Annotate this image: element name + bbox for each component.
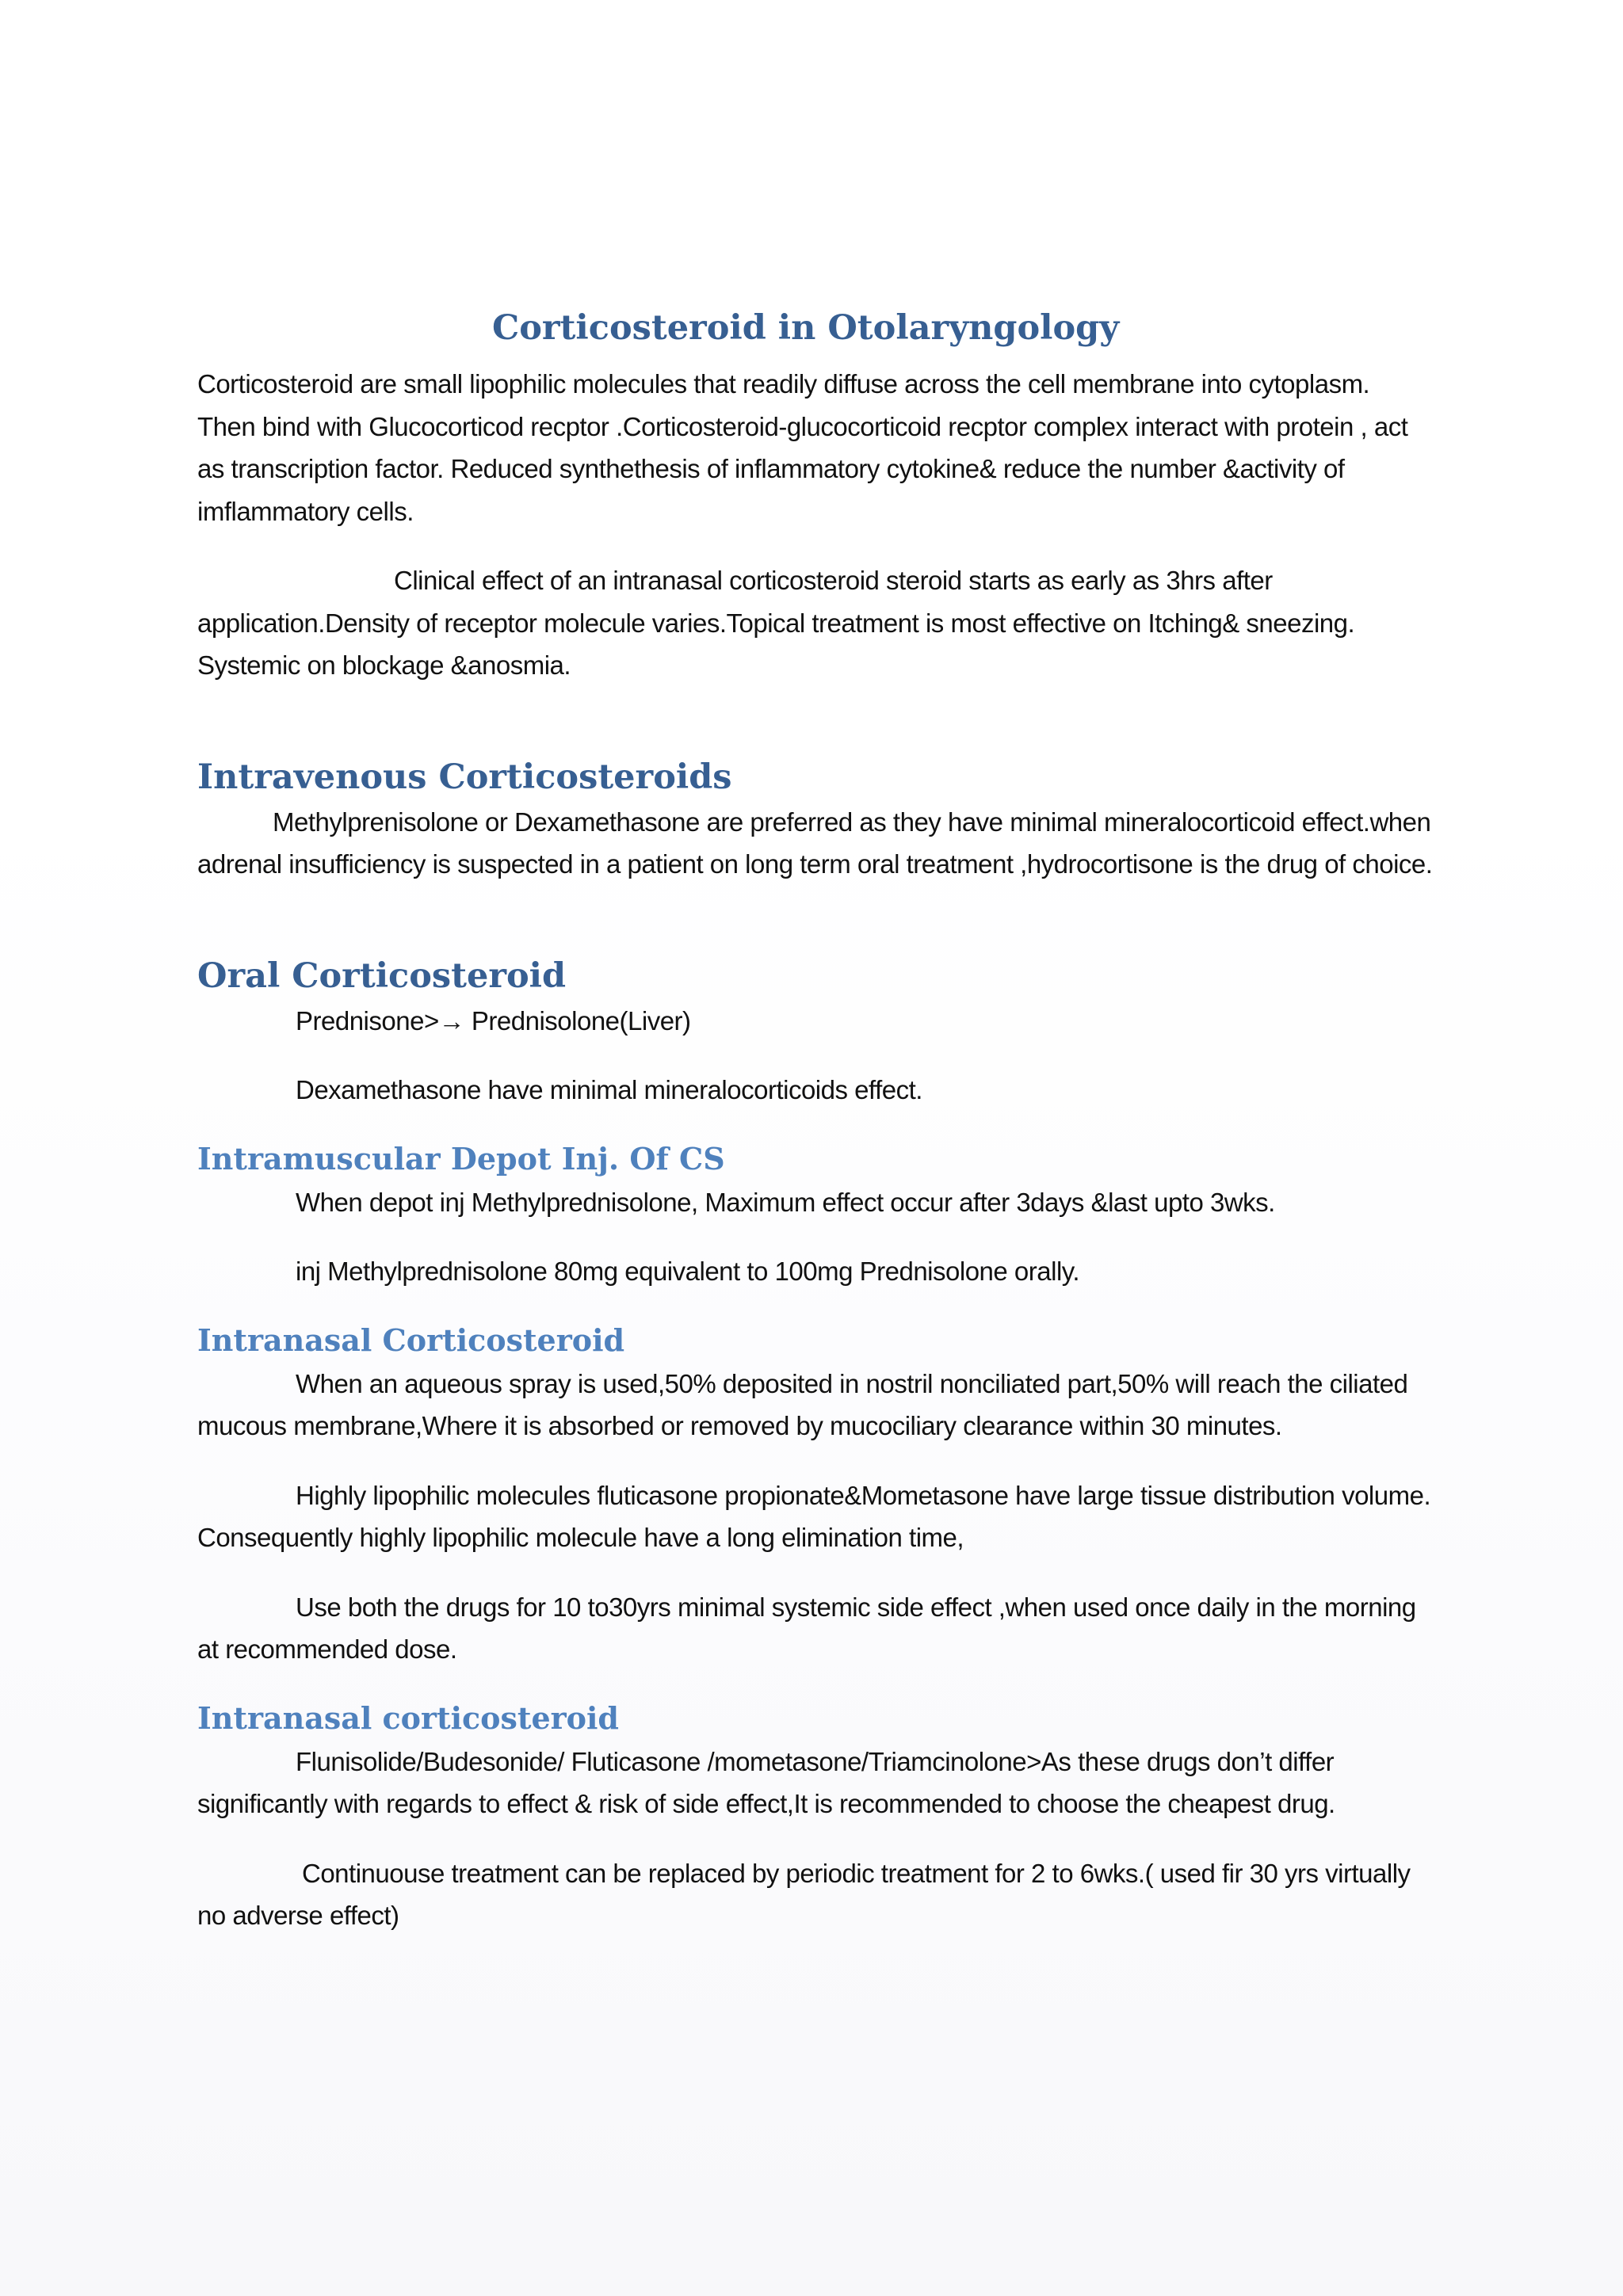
heading-intramuscular: Intramuscular Depot Inj. Of CS: [197, 1140, 725, 1177]
intranasal-1-paragraph-2: Highly lipophilic molecules fluticasone propionate&Mometasone have large tissue distribution volume. Consequently highly lipophilic molecule have a long elimination time,: [197, 1480, 1431, 1552]
heading-intranasal-2: Intranasal corticosteroid: [197, 1699, 619, 1736]
intranasal-1-paragraph-1: When an aqueous spray is used,50% deposited in nostril nonciliated part,50% will reach the ciliated mucous membrane,Where it is absorbed or removed by mucociliary clearance within 30 minutes.: [197, 1368, 1408, 1440]
intranasal-1-paragraph-3: Use both the drugs for 10 to30yrs minimal systemic side effect ,when used once daily in the morning at recommended dose.: [197, 1592, 1416, 1664]
intro-paragraph-2: Clinical effect of an intranasal corticosteroid steroid starts as early as 3hrs after application.Density of receptor molecule varies.Topical treatment is most effective on Itching& sneezing. Systemic on blockage &anosmia.: [197, 566, 1355, 680]
heading-oral: Oral Corticosteroid: [197, 955, 567, 996]
intranasal-2-paragraph-1: Flunisolide/Budesonide/ Fluticasone /mometasone/Triamcinolone>As these drugs don’t differ significantly with regards to effect & risk of side effect,It is recommended to choose the cheapest drug.: [197, 1746, 1335, 1818]
intranasal-2-paragraph-2: Continuouse treatment can be replaced by periodic treatment for 2 to 6wks.( used fir 30 yrs virtually no adverse effect): [197, 1858, 1411, 1930]
intramuscular-paragraph-2: inj Methylprednisolone 80mg equivalent to 100mg Prednisolone orally.: [296, 1257, 1079, 1286]
oral-paragraph-1: Prednisone>→ Prednisolone(Liver): [296, 1005, 691, 1035]
intravenous-paragraph-1: Methylprenisolone or Dexamethasone are preferred as they have minimal mineralocorticoid effect.when adrenal insufficiency is suspected in a patient on long term oral treatment ,hydrocortisone is the drug of choice.: [197, 807, 1433, 879]
intro-paragraph-1: Corticosteroid are small lipophilic molecules that readily diffuse across the cell membrane into cytoplasm. Then bind with Glucocorticod recptor .Corticosteroid-glucocorticoid recptor complex interact with protein , act as transcription factor. Reduced synthethesis of inflammatory cytokine& reduce the number &activity of imflammatory cells.: [197, 369, 1408, 526]
heading-intravenous: Intravenous Corticosteroids: [197, 757, 732, 797]
oral-paragraph-2: Dexamethasone have minimal mineralocorticoids effect.: [296, 1075, 922, 1104]
intramuscular-paragraph-1: When depot inj Methylprednisolone, Maximum effect occur after 3days &last upto 3wks.: [296, 1187, 1275, 1217]
heading-intranasal-1: Intranasal Corticosteroid: [197, 1322, 625, 1358]
page-title: Corticosteroid in Otolaryngology: [492, 308, 1120, 348]
document-body: [197, 299, 1434, 1937]
